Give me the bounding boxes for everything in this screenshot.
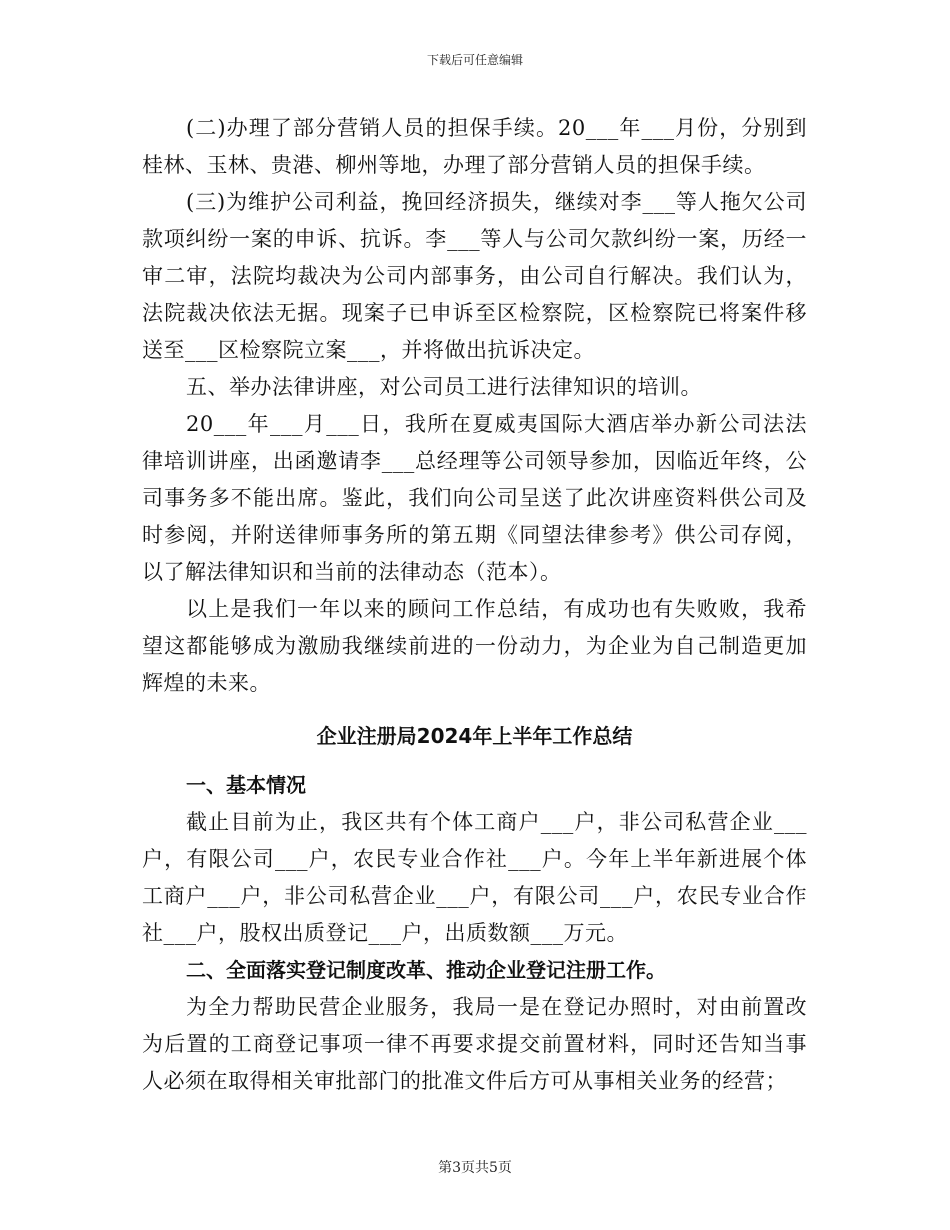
paragraph-guarantee: (二)办理了部分营销人员的担保手续。20___年___月份，分别到桂林、玉林、贵港、柳州等地，办理了部分营销人员的担保手续。 xyxy=(142,116,807,177)
document-body xyxy=(142,110,807,1100)
paragraph-lecture-heading: 五、举办法律讲座，对公司员工进行法律知识的培训。 xyxy=(186,375,702,399)
paragraph-appeal: (三)为维护公司利益，挽回经济损失，继续对李___等人拖欠公司款项纠纷一案的申诉、抗诉。李___等人与公司欠款纠纷一案，历经一审二审，法院均裁决为公司内部事务，由公司自行解决。我们认为，法院裁决依法无据。现案子已申诉至区检察院，区检察院已将案件移送至___区检察院立案___，并将做出抗诉决定。 xyxy=(142,190,807,362)
page-header: 下载后可任意编辑 xyxy=(426,53,523,67)
paragraph-registration-reform: 为全力帮助民营企业服务，我局一是在登记办照时，对由前置改为后置的工商登记事项一律不再要求提交前置材料，同时还告知当事人必须在取得相关审批部门的批准文件后方可从事相关业务的经营； xyxy=(142,995,807,1093)
paragraph-conclusion: 以上是我们一年以来的顾问工作总结，有成功也有失败败，我希望这都能够成为激励我继续前进的一份动力，为企业为自己制造更加辉煌的未来。 xyxy=(142,597,807,695)
page-number: 第3页共5页 xyxy=(438,1160,512,1176)
paragraph-basic-situation: 截止目前为止，我区共有个体工商户___户，非公司私营企业___户，有限公司___户，农民专业合作社___户。今年上半年新进展个体工商户___户，非公司私营企业___户，有限公司___户，农民专业合作社___户，股权出质登记___户，出质数额___万元。 xyxy=(142,810,807,945)
heading-registration-reform: 二、全面落实登记制度改革、推动企业登记注册工作。 xyxy=(186,958,666,982)
heading-basic-situation: 一、基本情况 xyxy=(186,773,306,797)
section-title: 企业注册局2024年上半年工作总结 xyxy=(316,724,633,748)
paragraph-lecture: 20___年___月___日，我所在夏威夷国际大酒店举办新公司法法律培训讲座，出函邀请李___总经理等公司领导参加，因临近年终，公司事务多不能出席。鉴此，我们向公司呈送了此次讲座资料供公司及时参阅，并附送律师事务所的第五期《同望法律参考》供公司存阅，以了解法律知识和当前的法律动态（范本）。 xyxy=(142,412,807,584)
